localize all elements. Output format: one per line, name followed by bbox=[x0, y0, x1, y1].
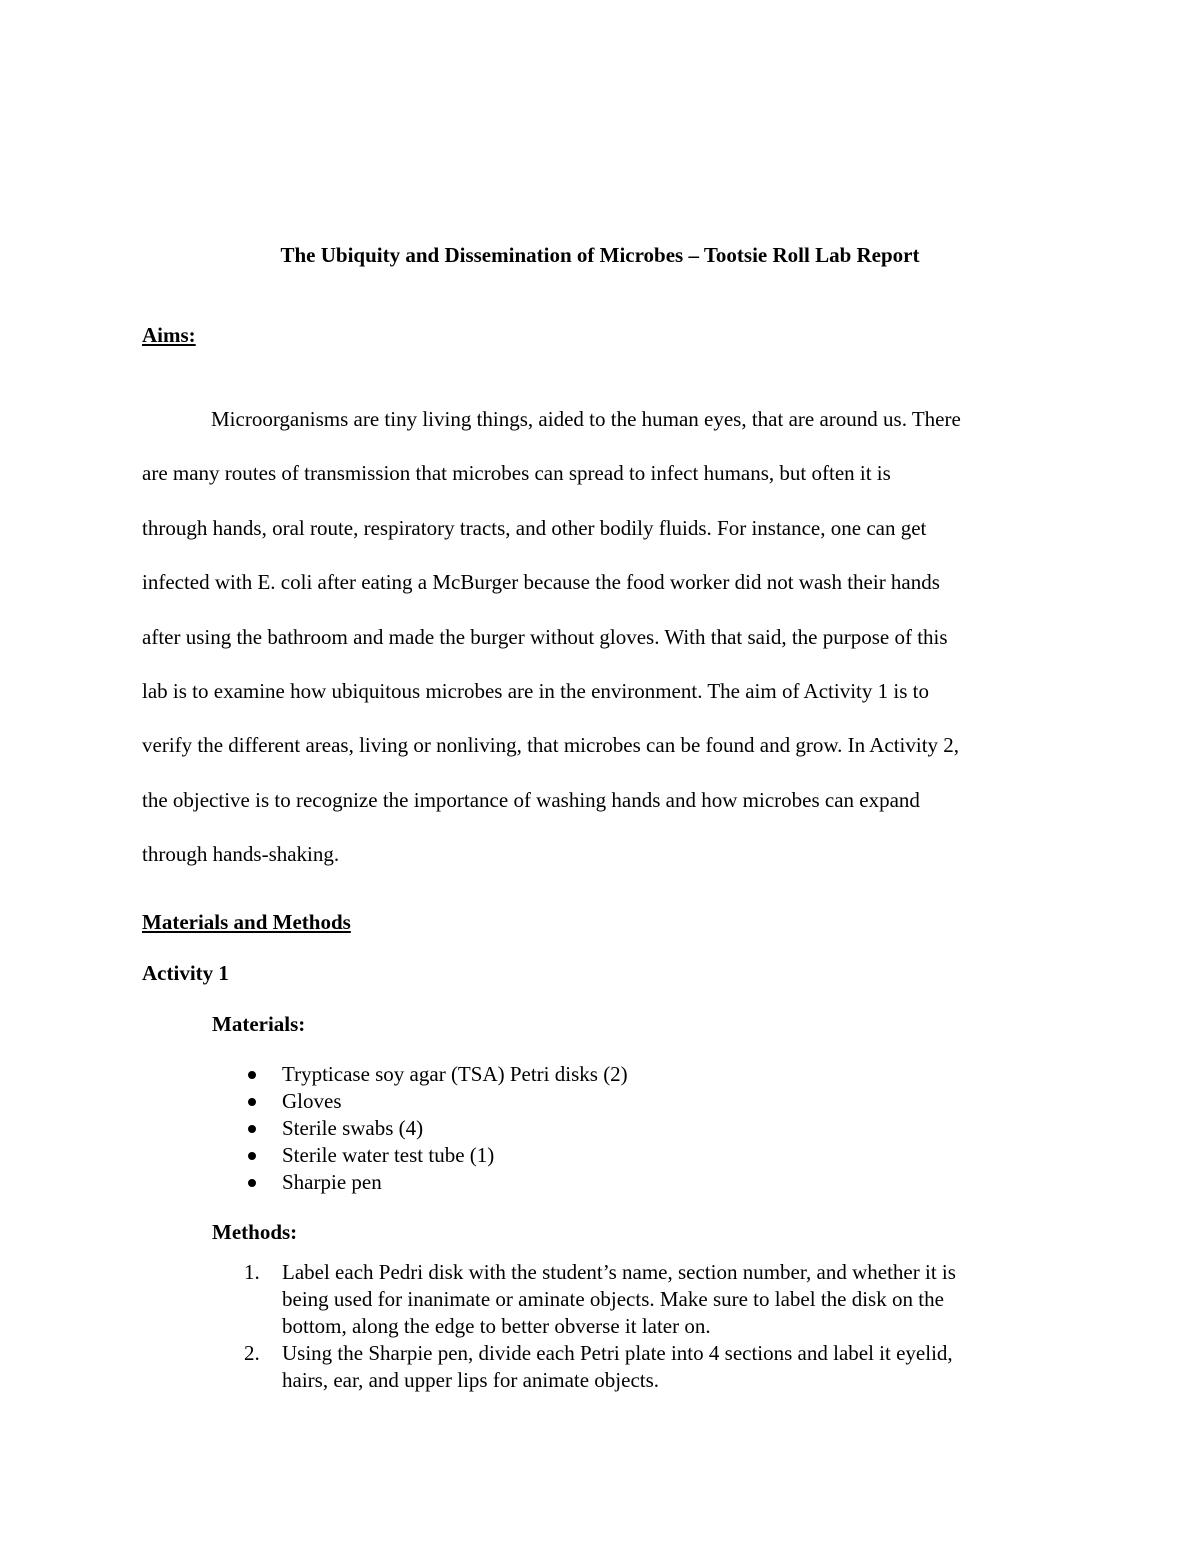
list-item-text: Sterile water test tube (1) bbox=[282, 1143, 495, 1167]
aims-paragraph bbox=[142, 392, 1062, 882]
list-item bbox=[244, 1142, 628, 1169]
bullet-icon bbox=[248, 1179, 256, 1187]
aims-line: through hands-shaking. bbox=[142, 842, 340, 867]
bullet-icon bbox=[248, 1152, 256, 1160]
step-line: being used for inanimate or aminate objects. Make sure to label the disk on the bbox=[282, 1287, 944, 1311]
method-step bbox=[244, 1259, 1064, 1340]
list-item-text: Sterile swabs (4) bbox=[282, 1116, 424, 1140]
list-item bbox=[244, 1115, 628, 1142]
step-number: 1. bbox=[244, 1260, 260, 1284]
list-item bbox=[244, 1169, 628, 1196]
aims-line: Microorganisms are tiny living things, aided to the human eyes, that are around us. There bbox=[211, 407, 961, 431]
activity-1-heading: Activity 1 bbox=[142, 961, 229, 985]
aims-line: infected with E. coli after eating a McBurger because the food worker did not wash their hands bbox=[142, 570, 940, 595]
methods-list bbox=[244, 1259, 1064, 1394]
aims-line: are many routes of transmission that microbes can spread to infect humans, but often it is bbox=[142, 461, 891, 486]
list-item bbox=[244, 1088, 628, 1115]
materials-heading: Materials: bbox=[212, 1012, 306, 1036]
aims-line: through hands, oral route, respiratory tracts, and other bodily fluids. For instance, one can get bbox=[142, 515, 927, 540]
step-line: bottom, along the edge to better obverse it later on. bbox=[282, 1314, 711, 1338]
bullet-icon bbox=[248, 1098, 256, 1106]
aims-line: verify the different areas, living or nonliving, that microbes can be found and grow. In Activity 2, bbox=[142, 733, 960, 758]
method-step bbox=[244, 1340, 1064, 1394]
list-item-text: Trypticase soy agar (TSA) Petri disks (2) bbox=[282, 1062, 628, 1086]
step-line: Label each Pedri disk with the student’s name, section number, and whether it is bbox=[282, 1260, 956, 1284]
methods-heading: Methods: bbox=[212, 1220, 298, 1244]
bullet-icon bbox=[248, 1071, 256, 1079]
aims-heading: Aims: bbox=[142, 323, 196, 347]
materials-list bbox=[244, 1061, 628, 1196]
aims-line: lab is to examine how ubiquitous microbes are in the environment. The aim of Activity 1 is to bbox=[142, 679, 929, 704]
list-item-text: Gloves bbox=[282, 1089, 342, 1113]
list-item-text: Sharpie pen bbox=[282, 1170, 382, 1194]
aims-line: after using the bathroom and made the burger without gloves. With that said, the purpose of this bbox=[142, 624, 948, 649]
aims-line: the objective is to recognize the importance of washing hands and how microbes can expand bbox=[142, 787, 920, 812]
document-title: The Ubiquity and Dissemination of Microbes – Tootsie Roll Lab Report bbox=[280, 243, 920, 267]
step-line: hairs, ear, and upper lips for animate objects. bbox=[282, 1368, 660, 1392]
materials-and-methods-heading: Materials and Methods bbox=[142, 910, 351, 934]
bullet-icon bbox=[248, 1125, 256, 1133]
list-item bbox=[244, 1061, 628, 1088]
step-number: 2. bbox=[244, 1341, 260, 1365]
step-line: Using the Sharpie pen, divide each Petri plate into 4 sections and label it eyelid, bbox=[282, 1341, 953, 1365]
